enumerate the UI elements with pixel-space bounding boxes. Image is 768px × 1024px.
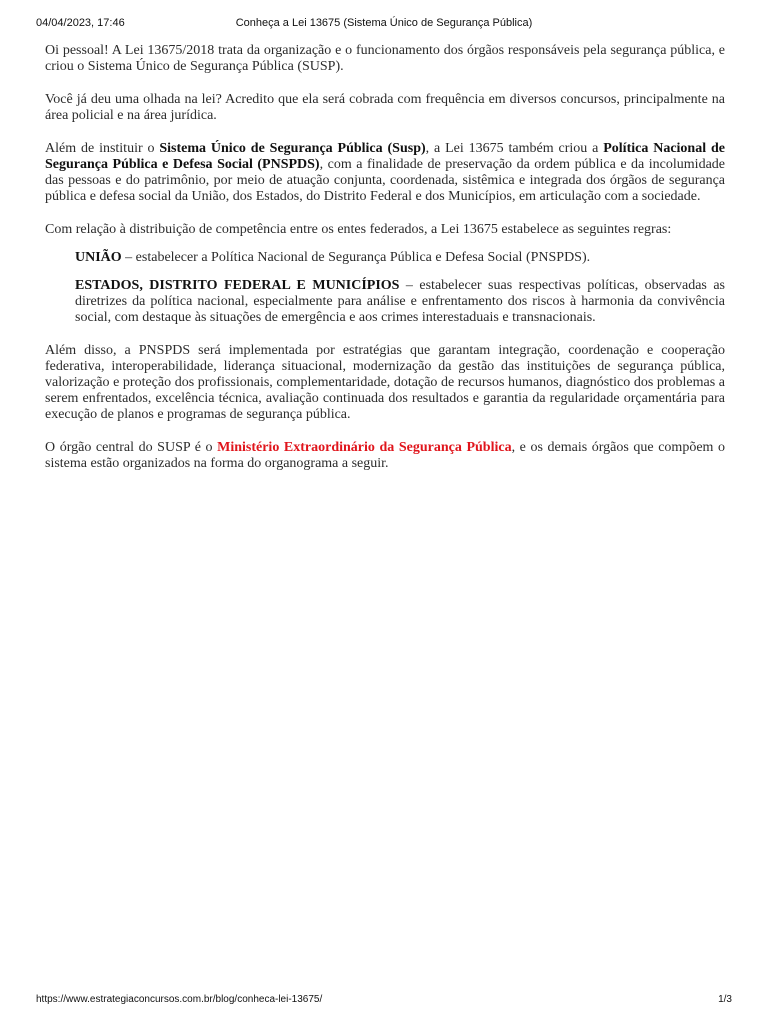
ministry-link[interactable]: Ministério Extraordinário da Segurança Pública — [217, 440, 512, 455]
text: O órgão central do SUSP é o — [45, 440, 218, 455]
bold-term-susp: Sistema Único de Segurança Pública (Susp) — [159, 141, 426, 156]
text: , e os demais órgãos que compõem o sistema estão organizados na forma do organograma a seguir. — [45, 440, 726, 471]
page-number: 1/3 — [718, 994, 732, 1005]
paragraph-susp — [45, 141, 725, 205]
rule-text: – estabelecer a Política Nacional de Segurança Pública e Defesa Social (PNSPDS). — [121, 250, 591, 265]
rule-estados — [45, 278, 725, 326]
print-datetime: 04/04/2023, 17:46 — [36, 17, 125, 29]
paragraph-question: Você já deu uma olhada na lei? Acredito que ela será cobrada com frequência em diversos concursos, principalmente na área policial e na área jurídica. — [45, 92, 725, 123]
rule-label: UNIÃO — [75, 250, 122, 265]
text: , com a finalidade de preservação da ordem pública e da incolumidade das pessoas e do patrimônio, por meio de atuação conjunta, coordenada, sistêmica e integrada dos órgãos de segurança pública e defesa social da União, dos Estados, do Distrito Federal e dos Municípios, em articulação com a sociedade. — [45, 157, 725, 204]
paragraph-competencia: Com relação à distribuição de competência entre os entes federados, a Lei 13675 estabelece as seguintes regras: — [45, 222, 672, 237]
paragraph-intro: Oi pessoal! A Lei 13675/2018 trata da organização e o funcionamento dos órgãos responsáveis pela segurança pública, e criou o Sistema Único de Segurança Pública (SUSP). — [45, 43, 725, 74]
rule-text: – estabelecer suas respectivas políticas, observadas as diretrizes da política nacional, especialmente para análise e enfrentamento dos riscos à harmonia da convivência social, com destaque às situações de emergência e aos crimes interestaduais e transnacionais. — [75, 278, 725, 325]
paragraph-orgao-central — [45, 440, 725, 472]
text: , a Lei 13675 também criou a — [425, 141, 604, 156]
article-body — [45, 43, 725, 489]
text: Além de instituir o — [45, 141, 160, 156]
rule-uniao — [45, 250, 725, 266]
rule-label: ESTADOS, DISTRITO FEDERAL E MUNICÍPIOS — [75, 278, 400, 293]
paragraph-strategies: Além disso, a PNSPDS será implementada por estratégias que garantam integração, coordenação e cooperação federativa, interoperabilidade, liderança situacional, modernização da gestão das instituições de segurança pública, valorização e proteção dos profissionais, complementaridade, dotação de recursos humanos, diagnóstico dos problemas a serem enfrentados, excelência técnica, avaliação continuada dos resultados e garantia da regularidade orçamentária para execução de planos e programas de segurança pública. — [45, 343, 725, 422]
print-page-title: Conheça a Lei 13675 (Sistema Único de Segurança Pública) — [235, 17, 533, 29]
print-url: https://www.estrategiaconcursos.com.br/blog/conheca-lei-13675/ — [36, 994, 323, 1005]
bold-term-pnspds: Política Nacional de Segurança Pública e Defesa Social (PNSPDS) — [45, 141, 725, 172]
